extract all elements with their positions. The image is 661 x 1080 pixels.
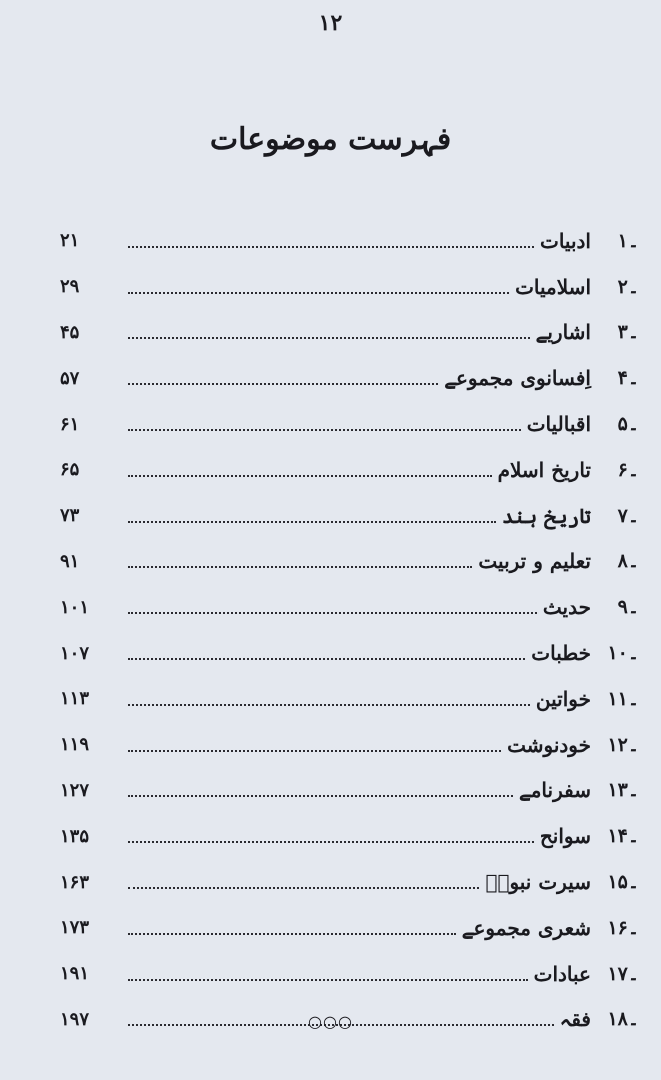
entry-number: ۱۵۔ [607,871,639,894]
entry-page-number: ۱۳۵ [60,825,90,847]
entry-title: اقبالیات [526,412,591,437]
entry-number: ۱۔ [617,229,639,252]
dot-leader [128,566,472,568]
dot-leader [128,979,528,981]
entry-title: سفرنامے [518,778,591,803]
entry-title: فقہ [559,1007,591,1032]
dot-leader [128,658,525,660]
dot-leader [128,383,438,385]
entry-title: اسلامیات [515,274,591,299]
entry-page-number: ۴۵ [60,321,80,343]
toc-entry [60,951,645,997]
dot-leader [128,887,479,889]
entry-number: ۱۲۔ [607,733,639,756]
toc-entry [60,584,645,630]
entry-page-number: ۱۰۷ [60,642,90,664]
toc-entry [60,676,645,722]
entry-title: سوانح [539,824,591,849]
entry-title: اِفسانوی مجموعے [444,366,591,391]
entry-page-number: ۵۷ [60,367,80,389]
dot-leader [128,795,513,797]
entry-page-number: ۱۱۳ [60,688,90,710]
entry-title: عبادات [533,961,591,986]
entry-page-number: ۶۱ [60,413,80,435]
dot-leader [128,246,534,248]
entry-title: شعری مجموعے [461,915,591,940]
entry-number: ۳۔ [617,321,639,344]
toc-entry [60,218,645,264]
dot-leader [128,612,537,614]
entry-page-number: ۲۱ [60,230,80,252]
entry-page-number: ۱۱۹ [60,734,90,756]
table-of-contents [60,218,645,1042]
dot-leader [128,475,492,477]
entry-page-number: ۷۳ [60,505,80,527]
toc-entry [60,722,645,768]
page-number: ١٢ [318,10,343,36]
entry-page-number: ۶۵ [60,459,80,481]
toc-entry [60,447,645,493]
entry-number: ۸۔ [617,550,639,573]
toc-entry [60,768,645,814]
dot-leader [128,933,456,935]
entry-page-number: ۱۷۳ [60,917,90,939]
dot-leader [128,704,530,706]
entry-title: تاریخ ہند [502,503,591,528]
entry-page-number: ۱۶۳ [60,871,90,893]
toc-entry [60,493,645,539]
entry-title: حدیث [542,595,591,620]
entry-number: ۶۔ [617,458,639,481]
toc-entry [60,310,645,356]
dot-leader [128,750,501,752]
entry-title: ادبیات [540,228,591,253]
toc-entry [60,401,645,447]
entry-number: ۴۔ [617,367,639,390]
dot-leader [128,292,509,294]
entry-number: ۲۔ [617,275,639,298]
page-title: فہرست موضوعات [209,122,452,157]
entry-number: ۱۰۔ [607,642,639,665]
entry-page-number: ۱۹۱ [60,963,90,985]
footer-ornament: ○○○ [308,1012,353,1031]
entry-page-number: ۹۱ [60,550,80,572]
entry-number: ۱۳۔ [607,779,639,802]
toc-entry [60,905,645,951]
entry-number: ۷۔ [617,504,639,527]
toc-entry [60,630,645,676]
entry-title: تعلیم و تربیت [478,549,591,574]
entry-number: ۱۸۔ [607,1008,639,1031]
entry-number: ۱۱۔ [607,687,639,710]
dot-leader [128,841,534,843]
dot-leader [128,521,496,523]
entry-title: سیرت نبویؐ [485,870,591,895]
entry-number: ۱۴۔ [607,825,639,848]
entry-title: اشاریے [535,320,591,345]
entry-title: تاریخ اسلام [497,457,591,482]
dot-leader [128,337,530,339]
entry-page-number: ۱۲۷ [60,779,90,801]
entry-title: خودنوشت [507,732,591,757]
entry-title: خطبات [531,641,591,666]
toc-entry [60,539,645,585]
entry-page-number: ۱۹۷ [60,1008,90,1030]
entry-number: ۹۔ [617,596,639,619]
entry-page-number: ۱۰۱ [60,596,90,618]
toc-entry [60,264,645,310]
entry-number: ۱۷۔ [607,962,639,985]
dot-leader [128,429,521,431]
toc-entry [60,859,645,905]
entry-page-number: ۲۹ [60,276,80,298]
toc-entry [60,355,645,401]
entry-number: ۱۶۔ [607,916,639,939]
toc-entry [60,813,645,859]
entry-number: ۵۔ [617,413,639,436]
entry-title: خواتین [535,686,591,711]
